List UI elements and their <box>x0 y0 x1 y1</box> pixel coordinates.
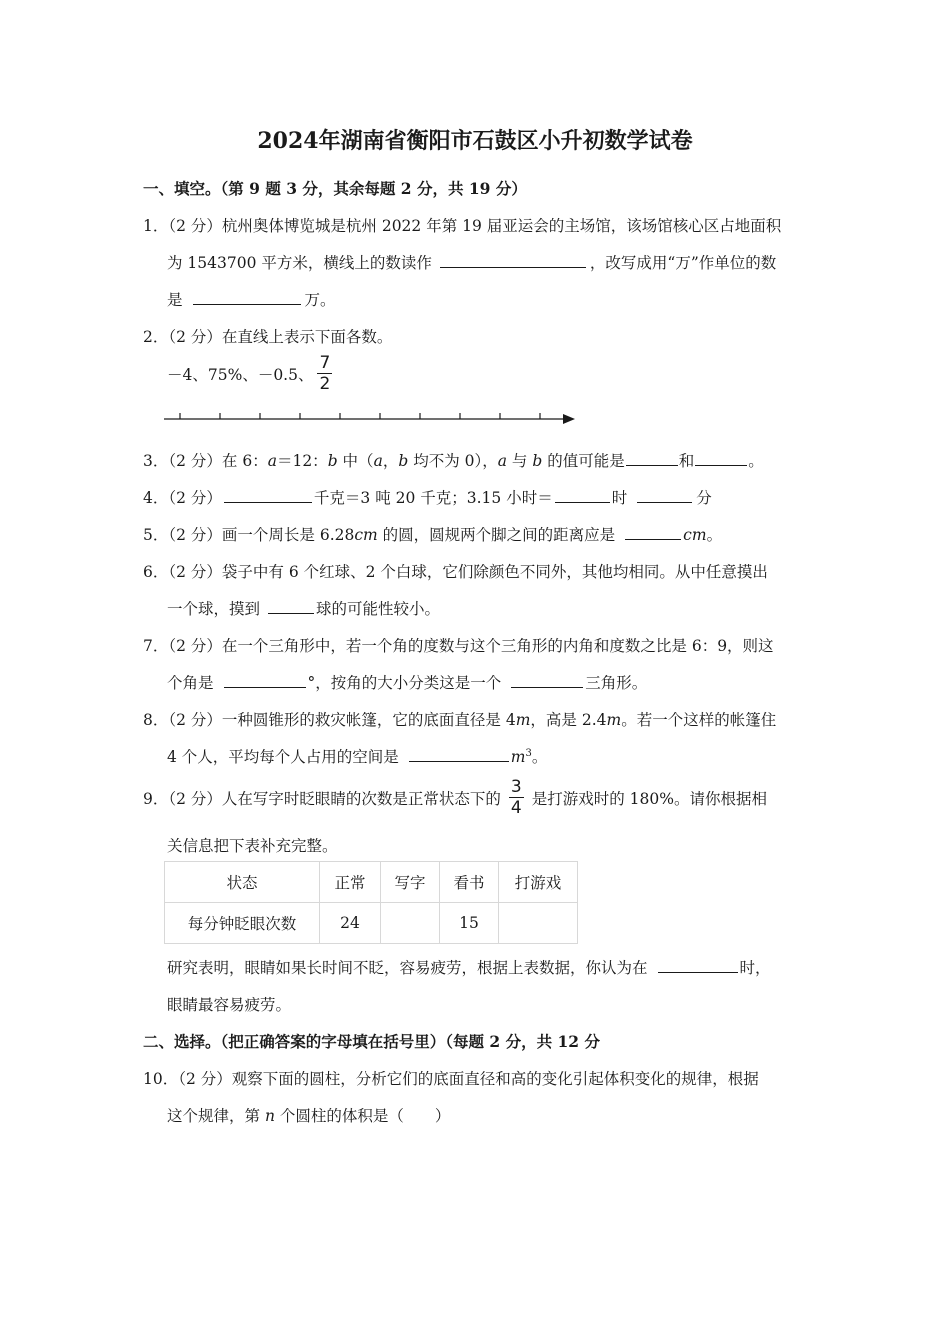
q4-blank-minute[interactable] <box>637 488 692 503</box>
page-title: 2024年湖南省衡阳市石鼓区小升初数学试卷 <box>257 128 693 154</box>
q10-line-2 <box>167 1104 450 1126</box>
q6-t1: 一个球，摸到 <box>167 600 261 618</box>
q3-t2: ＝12： <box>276 452 328 470</box>
q3-var-a: a <box>267 452 277 470</box>
q5-t3: 。 <box>706 526 723 544</box>
number-line-arrow <box>563 414 575 424</box>
q6-t2: 球的可能性较小。 <box>316 600 441 618</box>
q1-blank-reading[interactable] <box>440 253 586 268</box>
table-cell: 每分钟眨眼次数 <box>165 903 320 944</box>
table-cell-gaming[interactable] <box>499 903 578 944</box>
q1-text-c: 是 <box>167 291 183 309</box>
q3-blank-2[interactable] <box>695 451 747 466</box>
q5-blank-distance[interactable] <box>625 525 681 540</box>
q2-frac-num: 7 <box>319 353 331 373</box>
q2-line-1: 2．（2 分）在直线上表示下面各数。 <box>143 328 393 346</box>
q4-blank-kg[interactable] <box>224 488 312 503</box>
section-1-heading: 一、填空。（第 9 题 3 分，其余每题 2 分，共 19 分） <box>143 179 527 198</box>
q7-line-1: 7．（2 分）在一个三角形中，若一个角的度数与这个三角形的内角和度数之比是 6：9，则这 <box>143 637 774 655</box>
q1-text-b: ，改写成用“万”作单位的数 <box>589 254 777 272</box>
table-cell-writing[interactable] <box>381 903 440 944</box>
q9-frac-num: 3 <box>510 777 522 797</box>
table-header: 写字 <box>381 862 440 903</box>
q3-t9: 。 <box>748 452 764 470</box>
q9-t1: 9．（2 分）人在写字时眨眼睛的次数是正常状态下的 <box>143 790 501 808</box>
q6-line-1: 6．（2 分）袋子中有 6 个红球、2 个白球，它们除颜色不同外，其他均相同。从中任意摸出 <box>143 563 768 581</box>
q3-var-a2: a <box>373 452 383 470</box>
q7-t1: 个角是 <box>167 674 214 692</box>
number-line <box>160 405 580 429</box>
q10-t2: 个圆柱的体积是（ ） <box>274 1107 451 1125</box>
table-cell: 24 <box>320 903 381 944</box>
q10-t1: 这个规律，第 <box>167 1107 265 1125</box>
blink-table <box>164 861 578 944</box>
q9-blank-state[interactable] <box>658 958 738 973</box>
q4-line <box>143 486 712 508</box>
table-header: 正常 <box>320 862 381 903</box>
q5-unit-2: cm <box>683 526 707 544</box>
q4-t1: 4．（2 分） <box>143 489 222 507</box>
q9-t3: 研究表明，眼睛如果长时间不眨，容易疲劳，根据上表数据，你认为在 <box>167 959 648 977</box>
q8-unit-2: m <box>606 711 622 729</box>
q8-blank-space[interactable] <box>409 747 509 762</box>
table-header: 看书 <box>440 862 499 903</box>
q8-t5: 。 <box>531 748 548 766</box>
q7-line-2 <box>167 671 647 693</box>
section-2-heading: 二、选择。（把正确答案的字母填在括号里）（每题 2 分，共 12 分 <box>143 1032 600 1051</box>
q3-t4: ， <box>382 452 399 470</box>
q9-line-3 <box>167 956 771 978</box>
q3-t6: 与 <box>506 452 533 470</box>
q4-blank-hour[interactable] <box>555 488 610 503</box>
q3-t8: 和 <box>678 452 695 470</box>
q9-line-2: 关信息把下表补充完整。 <box>167 837 338 855</box>
table-row <box>165 903 578 944</box>
q8-t4: 4 个人，平均每个人占用的空间是 <box>167 748 399 766</box>
q10-line-1: 10．（2 分）观察下面的圆柱，分析它们的底面直径和高的变化引起体积变化的规律，根据 <box>143 1070 759 1088</box>
q4-t3: 时 <box>611 489 628 507</box>
q9-fraction <box>509 779 524 817</box>
q3-blank-1[interactable] <box>626 451 678 466</box>
q3-t7: 的值可能是 <box>542 452 625 470</box>
q1-blank-wan[interactable] <box>193 290 301 305</box>
q9-line-4: 眼睛最容易疲劳。 <box>167 996 292 1014</box>
q3-var-a3: a <box>497 452 507 470</box>
q7-blank-type[interactable] <box>511 673 583 688</box>
q3-var-b2: b <box>398 452 409 470</box>
q7-blank-angle[interactable] <box>224 673 306 688</box>
q2-fraction <box>317 355 332 393</box>
q5-t1: 5．（2 分）画一个周长是 6.28 <box>143 526 355 544</box>
q8-t1: 8．（2 分）一种圆锥形的救灾帐篷，它的底面直径是 4 <box>143 711 516 729</box>
table-header: 状态 <box>165 862 320 903</box>
q3-t5: 均不为 0）， <box>408 452 498 470</box>
q6-blank-ball[interactable] <box>268 599 314 614</box>
q8-unit-3: m <box>510 748 526 766</box>
q8-line-2 <box>167 745 547 767</box>
q3-var-b: b <box>327 452 338 470</box>
q10-var-n: n <box>264 1107 275 1125</box>
q9-t4: 时， <box>739 959 771 977</box>
table-header: 打游戏 <box>499 862 578 903</box>
q1-text-d: 万。 <box>304 291 336 309</box>
q5-line <box>143 523 722 545</box>
q7-t3: 三角形。 <box>585 674 648 692</box>
q8-unit-sup: 3 <box>525 747 532 759</box>
q5-unit-1: cm <box>354 526 378 544</box>
q4-t2: 千克＝3 吨 20 千克；3.15 小时＝ <box>313 489 553 507</box>
q3-var-b3: b <box>532 452 543 470</box>
q1-line-2 <box>167 251 776 273</box>
table-cell: 15 <box>440 903 499 944</box>
q3-t3: 中（ <box>337 452 374 470</box>
q6-line-2 <box>167 597 440 619</box>
q4-t4: 分 <box>696 489 712 507</box>
q9-line-1 <box>143 779 767 817</box>
q9-frac-den: 4 <box>510 798 522 818</box>
q1-line-1: 1．（2 分）杭州奥体博览城是杭州 2022 年第 19 届亚运会的主场馆，该场馆核心区占地面积 <box>143 217 782 235</box>
q7-t2: °，按角的大小分类这是一个 <box>307 674 502 692</box>
q8-line-1 <box>143 708 776 730</box>
q9-t2: 是打游戏时的 180%。请你根据相 <box>531 790 767 808</box>
q3-t1: 3．（2 分）在 6： <box>143 452 268 470</box>
q1-line-3 <box>167 288 336 310</box>
q1-text-a: 为 1543700 平方米，横线上的数读作 <box>167 254 432 272</box>
q8-unit-1: m <box>515 711 531 729</box>
table-header-row <box>165 862 578 903</box>
q8-t2: ，高是 2.4 <box>530 711 607 729</box>
q2-numbers-text: －4、75%、－0.5、 <box>167 366 314 384</box>
q5-t2: 的圆，圆规两个脚之间的距离应是 <box>377 526 616 544</box>
q3-line <box>143 449 764 471</box>
q2-numbers <box>167 355 336 393</box>
q2-frac-den: 2 <box>319 374 331 394</box>
q8-t3: 。若一个这样的帐篷住 <box>621 711 777 729</box>
